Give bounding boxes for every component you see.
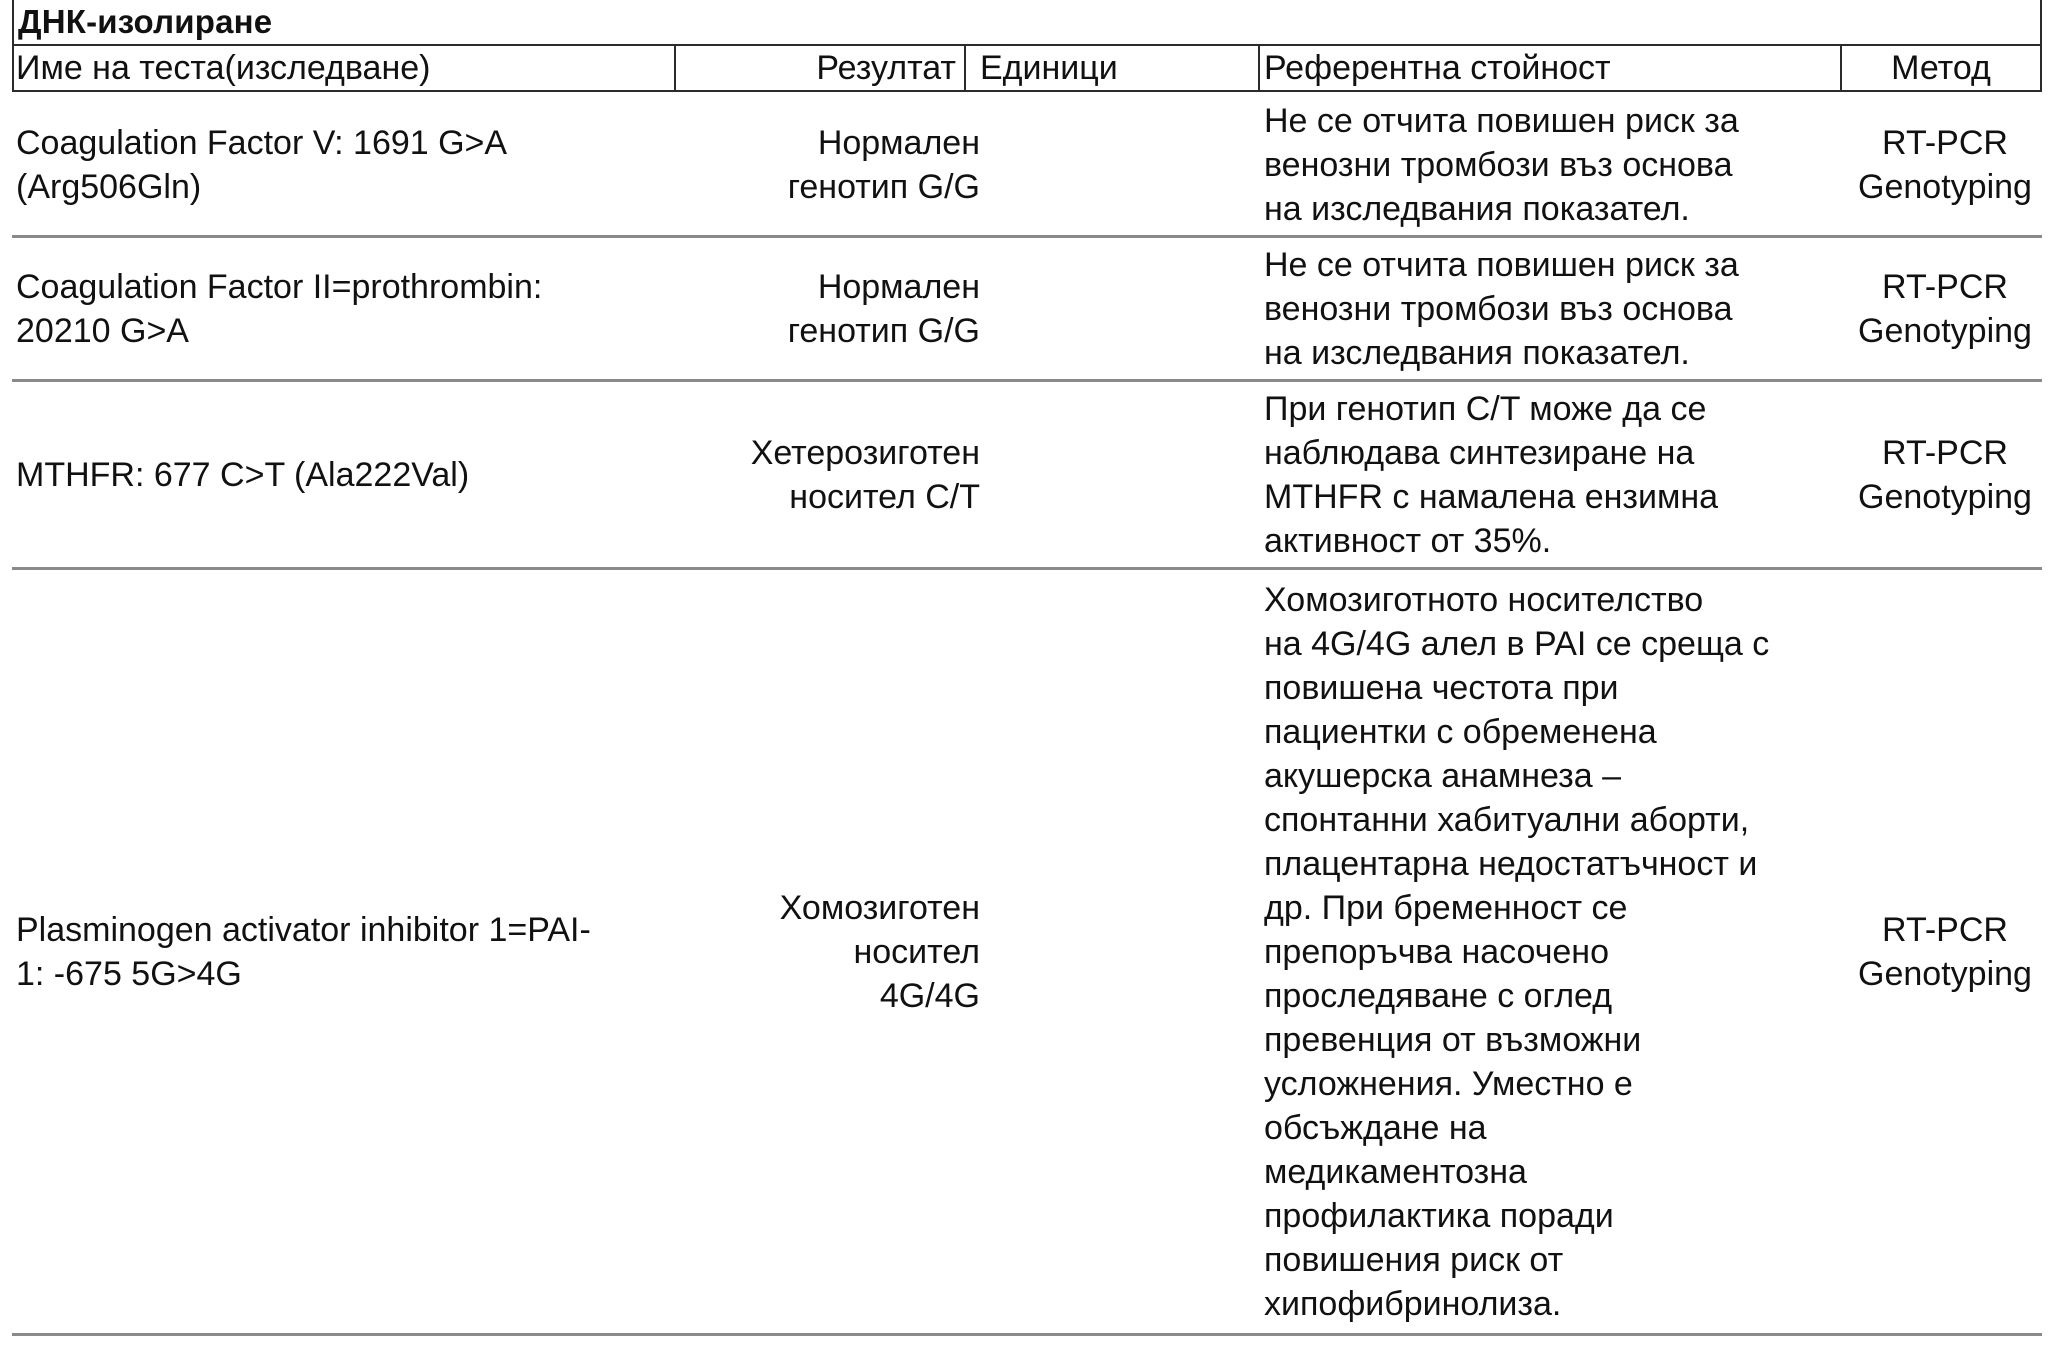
result-cell	[692, 570, 980, 1333]
test-name-cell	[16, 382, 686, 567]
result-cell	[692, 238, 980, 379]
reference-cell	[1264, 570, 1844, 1333]
method-cell	[1850, 382, 2040, 567]
method-cell	[1850, 238, 2040, 379]
reference-text: Хомозиготното носителство на 4G/4G алел в PAI се среща с повишена честота при пациентки с обременена акушерска анамнеза – спонтанни хабитуални аборти, плацентарна недостатъчност и др. При бременност се препоръчва насочено проследяване с оглед превенция от възможни усложнения. Уместно е обсъждане на медикаментозна профилактика поради повишения риск от хипофибринолиза.	[1264, 580, 1770, 1323]
method-text: RT-PCR Genotyping	[1858, 433, 2032, 516]
result-cell	[692, 382, 980, 567]
reference-text: При генотип C/T може да се наблюдава синтезиране на MTHFR с намалена ензимна активност от 35%.	[1264, 389, 1719, 560]
test-result: Хетерозиготен носител C/T	[750, 433, 980, 516]
test-name: Coagulation Factor II=prothrombin: 20210 G>A	[16, 267, 543, 350]
reference-cell	[1264, 238, 1844, 379]
table-row	[12, 570, 2042, 1336]
section-title: ДНК-изолиране	[12, 0, 2042, 46]
column-header-reference: Референтна стойност	[1264, 49, 1611, 87]
column-divider	[1258, 46, 1260, 90]
reference-cell	[1264, 92, 1844, 238]
result-cell	[692, 92, 980, 238]
column-header-method: Метод	[1891, 49, 1991, 87]
test-result: Хомозиготен носител 4G/4G	[779, 888, 980, 1015]
table-row	[12, 238, 2042, 382]
column-header-units: Единици	[980, 49, 1118, 87]
method-text: RT-PCR Genotyping	[1858, 910, 2032, 993]
column-divider	[964, 46, 966, 90]
column-header-name: Име на теста(изследване)	[16, 49, 431, 87]
reference-cell	[1264, 382, 1844, 567]
test-name: MTHFR: 677 C>T (Ala222Val)	[16, 455, 470, 494]
test-result: Нормален генотип G/G	[787, 267, 980, 350]
method-cell	[1850, 570, 2040, 1333]
method-text: RT-PCR Genotyping	[1858, 124, 2032, 206]
test-name-cell	[16, 238, 686, 379]
test-name: Coagulation Factor V: 1691 G>A (Arg506Gln)	[16, 124, 508, 206]
table-row	[12, 92, 2042, 238]
column-header-row	[12, 46, 2042, 92]
test-name: Plasminogen activator inhibitor 1=PAI- 1: -675 5G>4G	[16, 910, 591, 993]
method-text: RT-PCR Genotyping	[1858, 267, 2032, 350]
test-name-cell	[16, 92, 686, 238]
method-cell	[1850, 92, 2040, 238]
test-result: Нормален генотип G/G	[787, 124, 980, 206]
reference-text: Не се отчита повишен риск за венозни тромбози въз основа на изследвания показател.	[1264, 245, 1739, 372]
column-header-result: Резултат	[816, 49, 956, 87]
test-name-cell	[16, 570, 686, 1333]
table-row	[12, 382, 2042, 570]
reference-text: Не се отчита повишен риск за венозни тромбози въз основа на изследвания показател.	[1264, 102, 1739, 228]
